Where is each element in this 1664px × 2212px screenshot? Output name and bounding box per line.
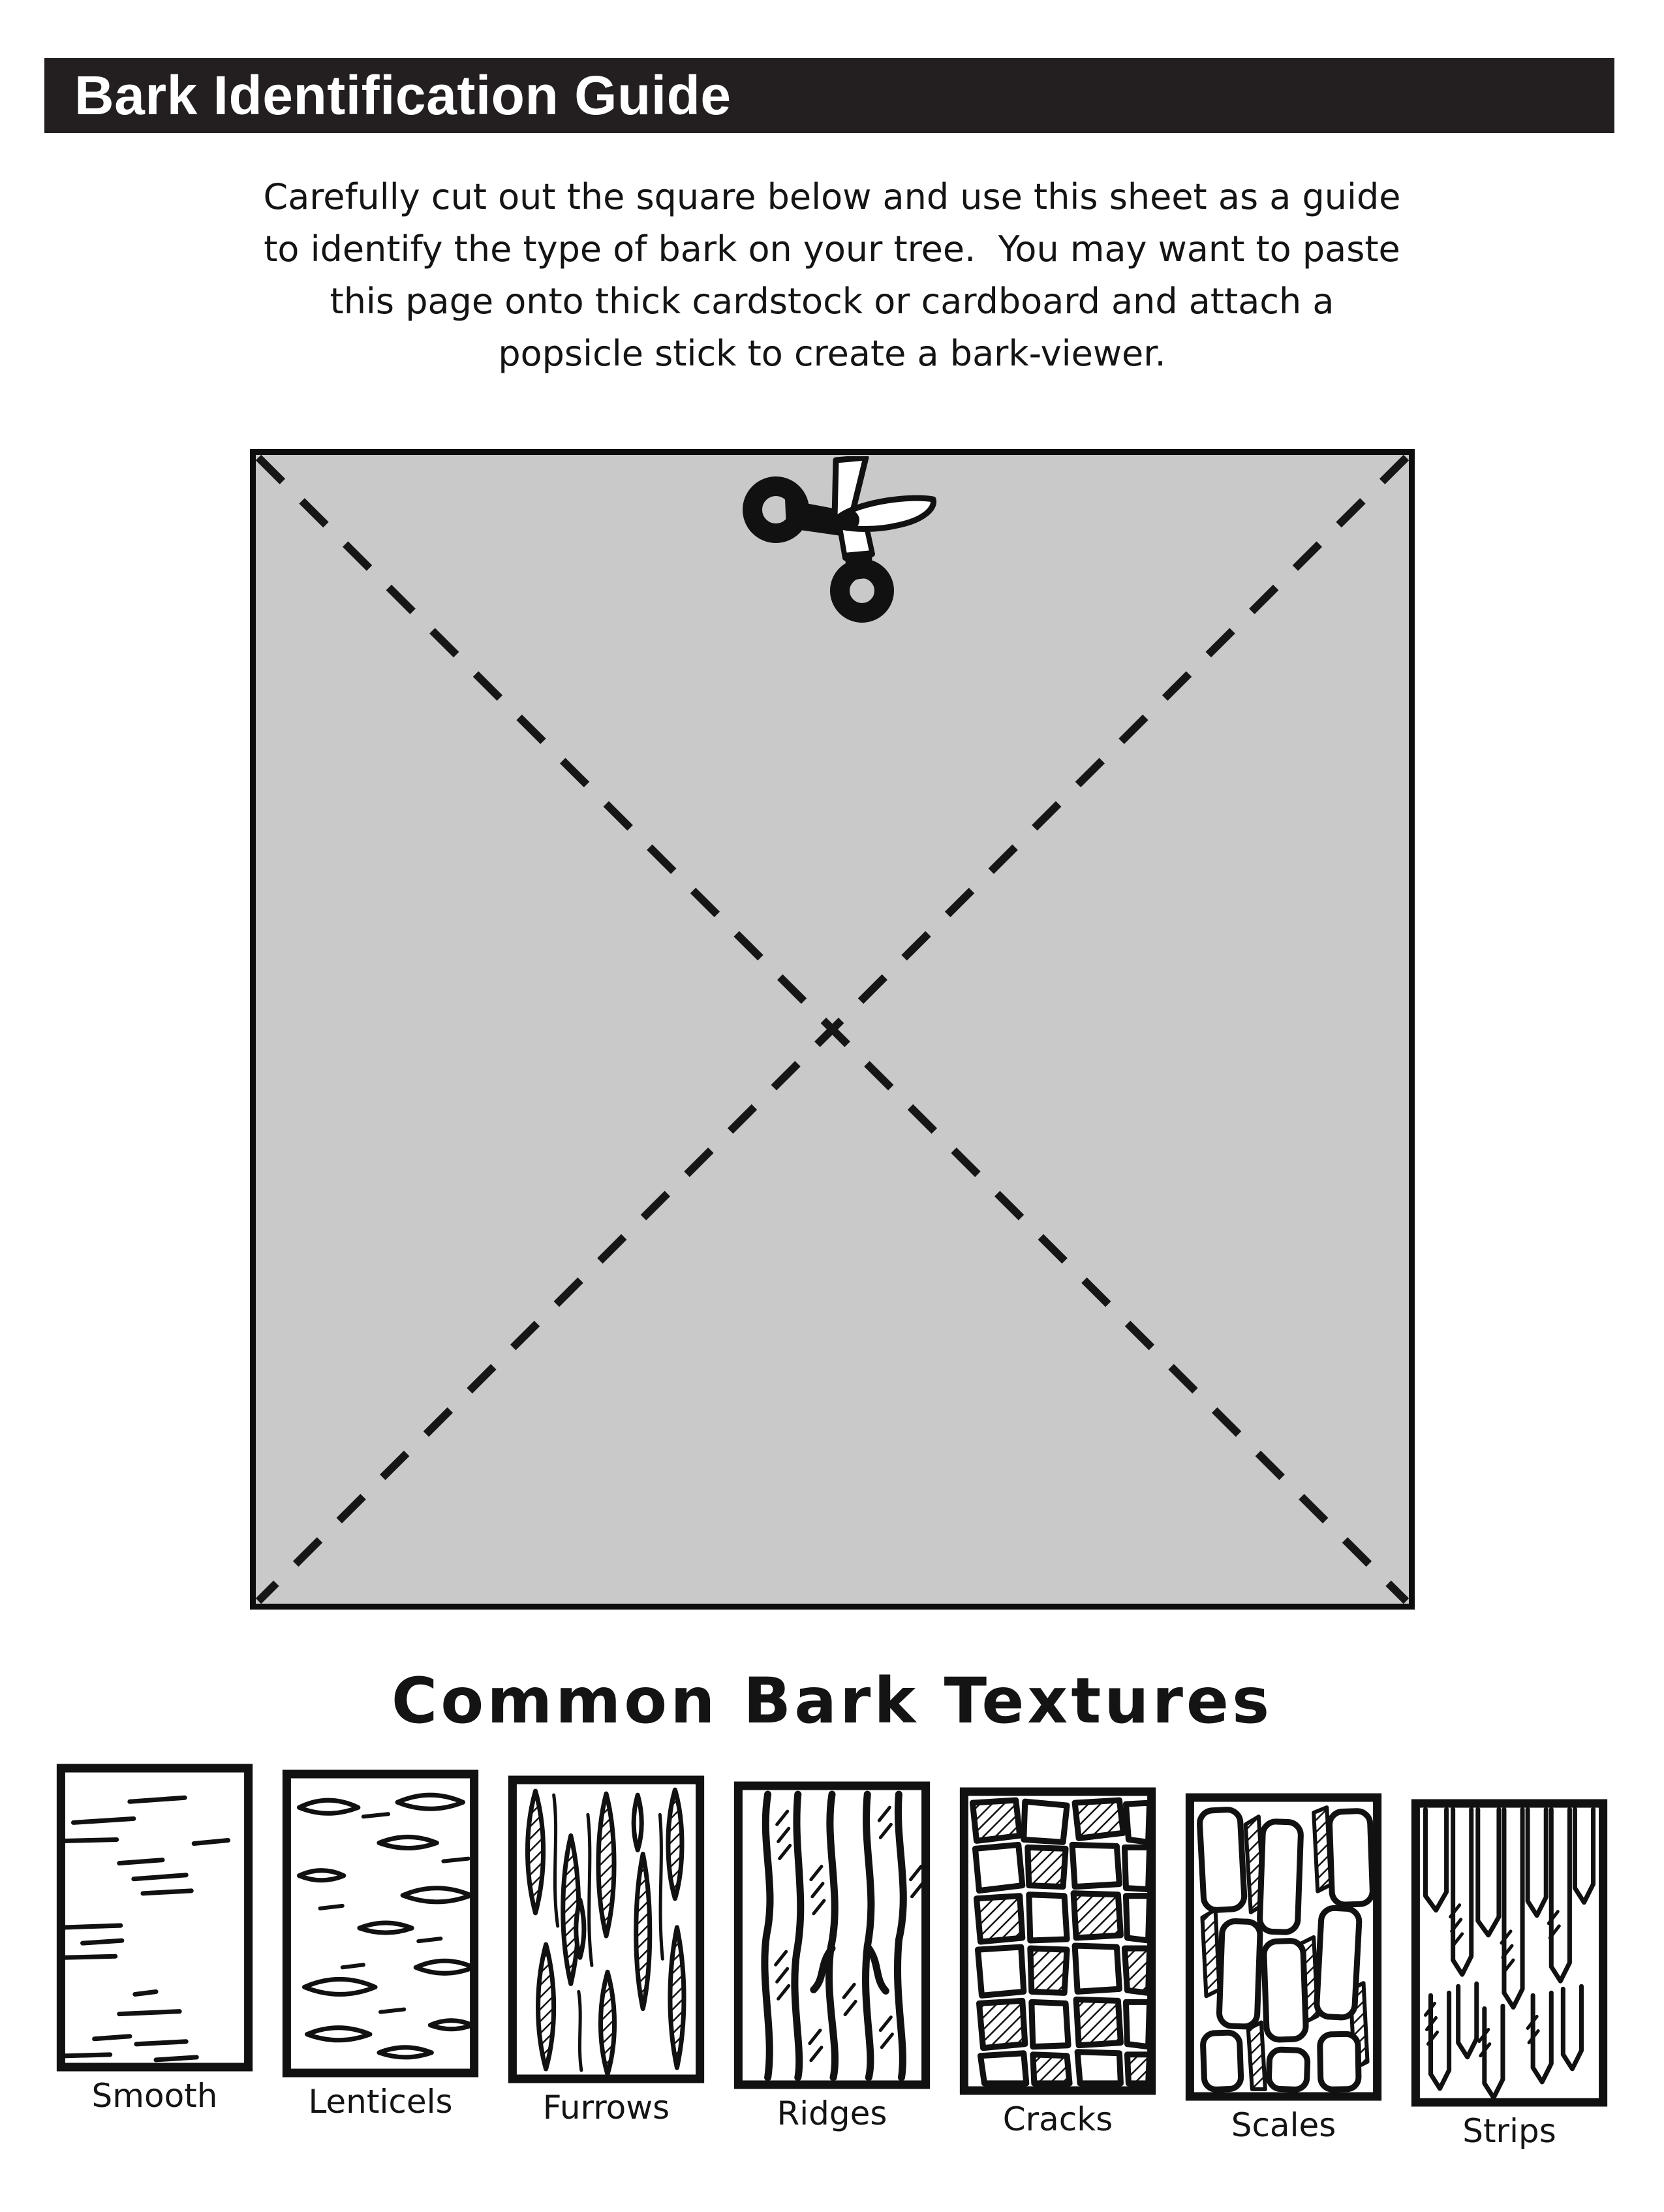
texture-card-ridges bbox=[733, 1781, 931, 2132]
page-title: Bark Identification Guide bbox=[74, 65, 732, 126]
texture-card-scales bbox=[1185, 1793, 1382, 2144]
furrows-texture-illustration bbox=[508, 1775, 705, 2083]
instructions-paragraph bbox=[0, 171, 1664, 380]
scales-texture-illustration bbox=[1185, 1793, 1382, 2101]
texture-label: Smooth bbox=[91, 2077, 218, 2115]
texture-label: Lenticels bbox=[308, 2083, 453, 2121]
texture-label: Scales bbox=[1231, 2106, 1336, 2144]
texture-card-smooth bbox=[56, 1764, 253, 2115]
texture-card-furrows bbox=[508, 1775, 705, 2126]
texture-label: Cracks bbox=[1002, 2100, 1113, 2138]
texture-card-strips bbox=[1411, 1799, 1608, 2150]
section-title: Common Bark Textures bbox=[391, 1664, 1273, 1737]
page-header bbox=[44, 58, 1614, 133]
texture-card-cracks bbox=[959, 1787, 1156, 2138]
texture-label: Strips bbox=[1462, 2112, 1556, 2150]
scissors-icon bbox=[742, 456, 938, 631]
cutout-square bbox=[250, 449, 1415, 1610]
instructions-line: Carefully cut out the square below and use this sheet as a guide bbox=[263, 176, 1401, 217]
strips-texture-illustration bbox=[1411, 1799, 1608, 2107]
ridges-texture-illustration bbox=[733, 1781, 931, 2089]
cracks-texture-illustration bbox=[959, 1787, 1156, 2095]
texture-card-lenticels bbox=[282, 1769, 479, 2121]
instructions-line: popsicle stick to create a bark-viewer. bbox=[498, 333, 1166, 374]
texture-label: Furrows bbox=[542, 2089, 670, 2126]
lenticels-texture-illustration bbox=[282, 1769, 479, 2078]
texture-label: Ridges bbox=[777, 2095, 887, 2132]
texture-row bbox=[0, 1764, 1664, 2150]
smooth-texture-illustration bbox=[56, 1764, 253, 2072]
instructions-line: this page onto thick cardstock or cardboard and attach a bbox=[330, 281, 1334, 322]
instructions-line: to identify the type of bark on your tree. You may want to paste bbox=[264, 228, 1400, 270]
